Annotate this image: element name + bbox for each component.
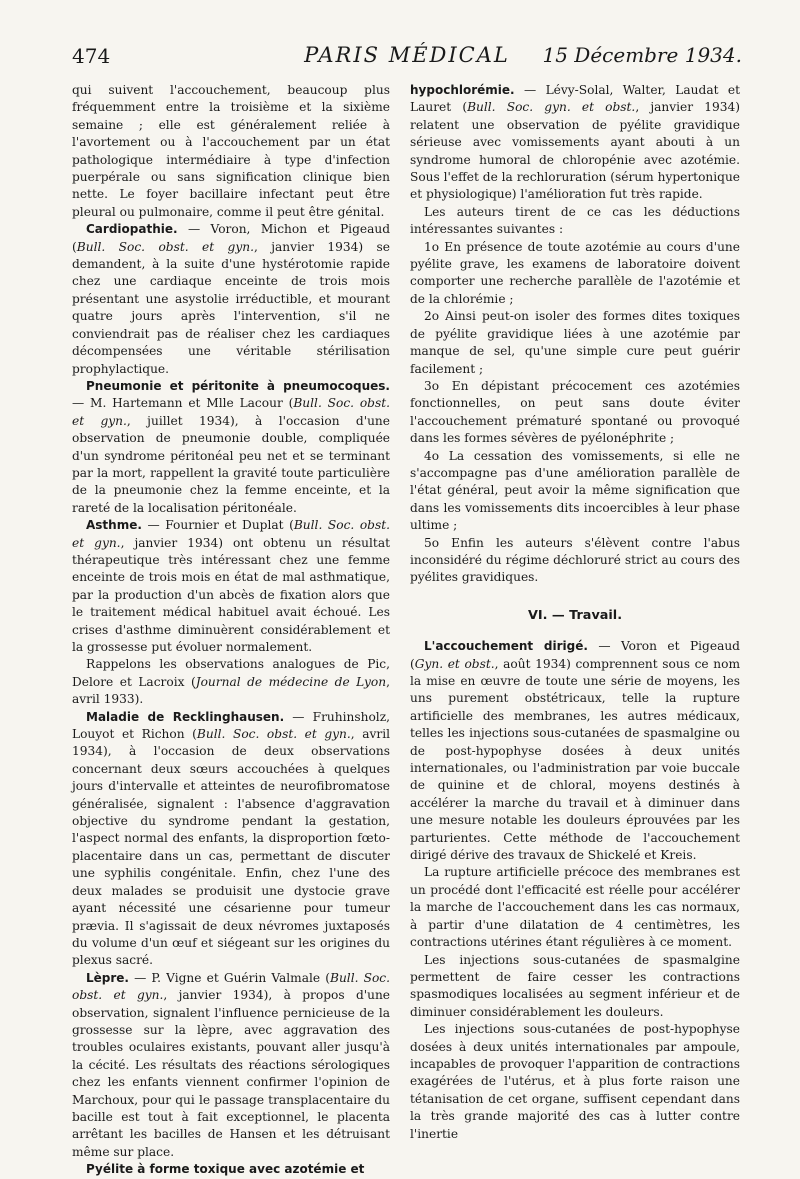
journal-reference: Bull. Soc. obst. et gyn.	[196, 727, 351, 742]
journal-reference: Gyn. et obst.	[414, 656, 495, 671]
entry-pyelite-heading	[72, 1161, 390, 1178]
paragraph: La rupture artificielle précoce des membranes est un procédé dont l'efficacité est réelle pour accélérer la marche de l'accouchement dans les cas normaux, à partir d'une dilatation de 4 centimètres, les contractions utérines étant régulières à ce moment.	[410, 865, 740, 950]
paragraph: Les injections sous-cutanées de post-hypophyse dosées à deux unités internationales par ampoule, incapables de provoquer l'apparition de contractions exagérées de l'utérus, et à plus forte raison une tétanisation de cet organe, suffisent cependant dans la très grande majorité des cas à lutter contre l'inertie	[410, 1022, 740, 1141]
journal-reference: Bull. Soc. obst. et gyn.	[72, 970, 390, 1003]
entry-accouchement-dirige: L'accouchement dirigé. — Voron et Pigeaud (Gyn. et obst., août 1934) comprennent sous ce nom la mise en œuvre de toute une série de moyens, les uns purement obstétricaux, telle la rupture artificielle des membranes, les autres médicaux, telles les injections sous-cutanées de spasmalgine ou de post-hypophyse dosées à deux unités internationales, ou l'administration par voie buccale de quinine et de chloral, moyens destinés à accélérer la marche du travail et à diminuer dans une mesure notable les douleurs éprouvées par les parturientes. Cette méthode de l'accouchement dirigé dérive des travaux de Shickelé et Kreis.	[410, 639, 741, 863]
right-column	[410, 82, 740, 1143]
entry-heading: Lèpre.	[86, 970, 129, 985]
page-number: 474	[72, 44, 111, 68]
paragraph: Les auteurs tirent de ce cas les déductions intéressantes suivantes :	[410, 204, 740, 237]
journal-reference: Journal de médecine de Lyon	[195, 674, 387, 689]
entry-heading: L'accouchement dirigé.	[424, 639, 588, 654]
deduction-item: 5o Enfin les auteurs s'élèvent contre l'abus inconsidéré du régime déchloruré strict au cours des pyélites gravidiques.	[410, 535, 740, 585]
journal-title: PARIS MÉDICAL	[304, 43, 510, 67]
journal-reference: Bull. Soc. obst. et gyn.	[72, 396, 391, 428]
section-title: VI. — Travail.	[527, 607, 623, 623]
paragraph: Les injections sous-cutanées de spasmalgine permettent de faire cesser les contractions spasmodiques localisées au segment inférieur et de diminuer considérablement les douleurs.	[410, 952, 740, 1019]
journal-reference: Bull. Soc. obst. et gyn.	[76, 239, 254, 254]
paragraph: qui suivent l'accouchement, beaucoup plus fréquemment entre la troisième et la sixième semaine ; elle est généralement reliée à l'avortement ou à l'accouchement par un état pathologique intermédiaire à type d'infection puerpérale ou sans signification clinique bien nette. Le foyer bacillaire infectant peut être pleural ou pulmonaire, comme il peut être génital.	[72, 83, 390, 219]
entry-heading: Asthme.	[86, 518, 142, 533]
deduction-item: 2o Ainsi peut-on isoler des formes dites toxiques de pyélite gravidique liées à une azotémie par manque de sel, qu'une simple cure peut guérir facilement ;	[410, 309, 740, 376]
issue-date: 15 Décembre 1934.	[542, 43, 742, 67]
journal-reference: Bull. Soc. gyn. et obst.	[467, 100, 636, 115]
entry-heading: Pneumonie et péritonite à pneumocoques.	[86, 378, 390, 393]
entry-lepre: Lèpre. — P. Vigne et Guérin Valmale (Bull. Soc. obst. et gyn., janvier 1934), à propos d'une observation, signalent l'influence pernicieuse de la grossesse sur la lèpre, avec aggravation des troubles oculaires existants, pouvant aller jusqu'à la cécité. Les résultats des réactions sérologiques chez les enfants viennent confirmer l'opinion de Marchoux, pour qui le passage transplacentaire du bacille est tout à fait exceptionnel, le placenta arrêtant les bacilles de Hansen et les détruisant même sur place.	[72, 970, 391, 1159]
entry-heading: Maladie de Recklinghausen.	[86, 709, 285, 724]
entry-heading: Pyélite à forme toxique avec azotémie et	[86, 1162, 365, 1177]
journal-reference: Bull. Soc. obst. et gyn.	[72, 518, 390, 550]
deduction-item: 4o La cessation des vomissements, si elle ne s'accompagne pas d'une amélioration parallèle de l'état général, peut avoir la même signification que dans les vomissements dits incoercibles à leur phase ultime ;	[410, 448, 740, 533]
page-header	[72, 38, 742, 78]
left-column	[72, 82, 390, 1179]
paragraph-rappel: Rappelons les observations analogues de Pic, Delore et Lacroix (Journal de médecine de Lyon, avril 1933).	[72, 657, 390, 707]
entry-heading: Cardiopathie.	[86, 222, 178, 237]
entry-pneumonie: Pneumonie et péritonite à pneumocoques. — M. Hartemann et Mlle Lacour (Bull. Soc. obst. et gyn., juillet 1934), à l'occasion d'une observation de pneumonie double, compliquée d'un syndrome péritonéal peu net et se terminant par la mort, rappellent la gravité toute particulière de la pneumonie chez la femme enceinte, et la rareté de la localisation péritonéale.	[72, 378, 391, 515]
deduction-item: 3o En dépistant précocement ces azotémies fonctionnelles, on peut sans doute éviter l'accouchement prématuré spontané ou provoqué dans les formes sévères de pyélonéphrite ;	[410, 378, 740, 446]
entry-asthme: Asthme. — Fournier et Duplat (Bull. Soc. obst. et gyn., janvier 1934) ont obtenu un résultat thérapeutique très intéressant chez une femme enceinte de trois mois en état de mal asthmatique, par la production d'un abcès de fixation alors que le traitement médical habituel avait échoué. Les crises d'asthme diminuèrent considérablement et la grossesse put évoluer normalement.	[72, 518, 390, 654]
entry-cardiopathie: Cardiopathie. — Voron, Michon et Pigeaud (Bull. Soc. obst. et gyn., janvier 1934) se demandent, à la suite d'une hystérotomie rapide chez une cardiaque enceinte de trois mois présentant une asystolie irréductible, et mourant quatre jours après l'intervention, s'il ne conviendrait pas de réaliser chez les cardiaques décompensées une véritable stérilisation prophylactique.	[72, 222, 391, 376]
entry-heading: hypochlorémie.	[410, 83, 515, 97]
deduction-item: 1o En présence de toute azotémie au cours d'une pyélite grave, les examens de laboratoire doivent comporter une recherche parallèle de l'azotémie et de la chlorémie ;	[410, 239, 740, 306]
entry-pyelite-continued: hypochlorémie. — Lévy-Solal, Walter, Laudat et Lauret (Bull. Soc. gyn. et obst., janvier 1934) relatent une observation de pyélite gravidique sérieuse avec vomissements ayant abouti à un syndrome humoral de chloropénie avec azotémie. Sous l'effet de la rechloruration (sérum hypertonique et physiologique) l'amélioration fut très rapide.	[410, 83, 741, 202]
entry-recklinghausen: Maladie de Recklinghausen. — Fruhinsholz, Louyot et Richon (Bull. Soc. obst. et gyn., avril 1934), à l'occasion de deux observations concernant deux sœurs accouchées à quelques jours d'intervalle et atteintes de neurofibromatose généralisée, signalent : l'absence d'aggravation objective du syndrome pendant la gestation, l'aspect normal des enfants, la disproportion fœto-placentaire dans un cas, permettant de discuter une syphilis congénitale. Enfin, chez l'une des deux malades se produisit une dystocie grave ayant nécessité une césarienne pour tumeur prævia. Il s'agissait de deux névromes juxtaposés du volume d'un œuf et siégeant sur les origines du plexus sacré.	[72, 709, 390, 968]
